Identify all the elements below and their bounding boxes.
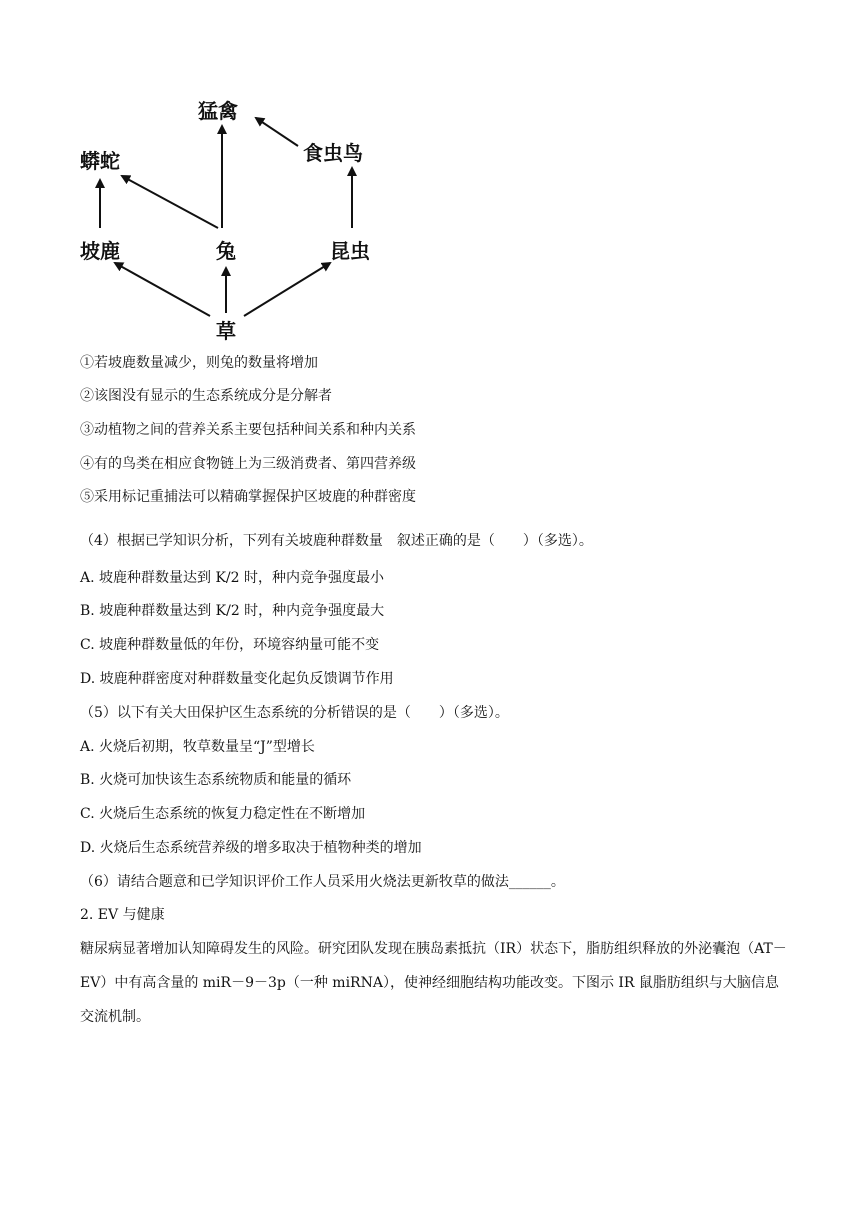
section-2-title: 2. EV 与健康 xyxy=(80,907,165,923)
section-2-paragraph: 糖尿病显著增加认知障碍发生的风险。研究团队发现在胰岛素抵抗（IR）状态下，脂肪组织释放的外泌囊泡（AT－EV）中有高含量的 miR－9－3p（一种 miRNA），使神经细胞结构功能改变。下图示 IR 鼠脂肪组织与大脑信息交流机制。 xyxy=(80,941,787,1025)
question-5-option-c: C. 火烧后生态系统的恢复力稳定性在不断增加 xyxy=(80,806,366,822)
food-web-diagram xyxy=(70,88,390,350)
node-python: 蟒蛇 xyxy=(80,149,120,173)
node-eld-deer: 坡鹿 xyxy=(80,239,120,263)
arrow-rabbit-to-python xyxy=(122,176,218,228)
arrow-grass-to-insect xyxy=(244,263,330,316)
question-4-option-c: C. 坡鹿种群数量低的年份，环境容纳量可能不变 xyxy=(80,637,380,653)
arrow-grass-to-deer xyxy=(115,263,210,316)
question-4-option-b: B. 坡鹿种群数量达到 K/2 时，种内竞争强度最大 xyxy=(80,603,385,619)
node-raptor: 猛禽 xyxy=(198,99,238,123)
question-4-stem: （4）根据已学知识分析，下列有关坡鹿种群数量 叙述正确的是（ ）（多选）。 xyxy=(80,533,593,549)
statement-3: ③动植物之间的营养关系主要包括种间关系和种内关系 xyxy=(80,422,416,438)
question-4-option-a: A. 坡鹿种群数量达到 K/2 时，种内竞争强度最小 xyxy=(80,570,384,586)
node-insectivorous-bird: 食虫鸟 xyxy=(303,141,363,165)
node-insect: 昆虫 xyxy=(330,239,370,263)
node-grass: 草 xyxy=(216,319,236,343)
question-5-option-d: D. 火烧后生态系统营养级的增多取决于植物种类的增加 xyxy=(80,840,422,856)
node-rabbit: 兔 xyxy=(216,239,236,263)
statement-2: ②该图没有显示的生态系统成分是分解者 xyxy=(80,388,332,404)
arrow-bird-to-raptor xyxy=(256,118,298,146)
question-5-option-b: B. 火烧可加快该生态系统物质和能量的循环 xyxy=(80,772,352,788)
question-6-stem: （6）请结合题意和已学知识评价工作人员采用火烧法更新牧草的做法______。 xyxy=(80,874,565,890)
question-4-option-d: D. 坡鹿种群密度对种群数量变化起负反馈调节作用 xyxy=(80,671,394,687)
statement-1: ①若坡鹿数量减少，则兔的数量将增加 xyxy=(80,355,318,371)
statement-5: ⑤采用标记重捕法可以精确掌握保护区坡鹿的种群密度 xyxy=(80,489,416,505)
question-5-stem: （5）以下有关大田保护区生态系统的分析错误的是（ ）（多选）。 xyxy=(80,705,509,721)
statement-4: ④有的鸟类在相应食物链上为三级消费者、第四营养级 xyxy=(80,456,416,472)
question-5-option-a: A. 火烧后初期，牧草数量呈“J”型增长 xyxy=(80,739,315,755)
